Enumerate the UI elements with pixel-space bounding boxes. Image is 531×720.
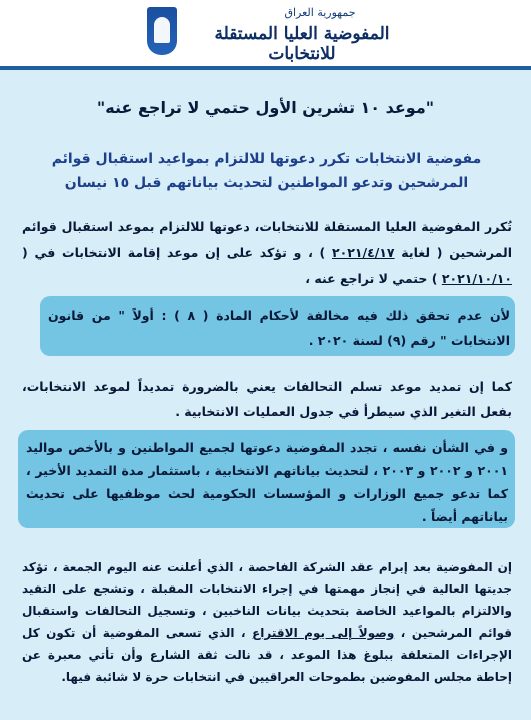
paragraph-1-part-c: ) حتمي لا تراجع عنه ،	[305, 271, 442, 286]
paragraph-1-part-a: تُكرر المفوضية العليا المستقلة للانتخابات، دعوتها للالتزام بموعد استقبال قوائم المرشحين ( لغاية	[22, 219, 512, 260]
voting-day-phrase: وصولاً إلى يوم الاقتراع	[252, 626, 395, 640]
paragraph-5	[22, 556, 512, 688]
paragraph-1-part-b: ) ، و تؤكد على إن موعد إقامة الانتخابات في (	[22, 245, 333, 260]
logo-subtitle: جمهورية العراق	[284, 6, 356, 19]
paragraph-3: كما إن تمديد موعد تسلم التحالفات يعني بالضرورة تمديداً لموعد الانتخابات، بفعل التغير الذي سيطرأ في جدول العمليات الانتخابية .	[22, 379, 512, 419]
logo-title: المفوضية العليا المستقلة للانتخابات	[214, 24, 390, 64]
header-divider	[0, 66, 531, 70]
paragraph-5-part-a: إن المفوضية بعد إبرام عقد الشركة الفاحصة ، الذي أعلنت عنه اليوم الجمعة ، تؤكد جديتها العالية في إنجاز مهمتها في إجراء الانتخابات المقبلة ، وتشجع على التقيد والالتزام بالمواعيد الخاصة بتحديث بيانات الناخبين ، وتسجيل التحالفات واستقبال قوائم المرشحين ،	[22, 560, 513, 640]
candidate-deadline-date: ٢٠٢١/٤/١٧	[332, 245, 395, 260]
paragraph-1	[22, 214, 512, 292]
subheading: مفوضية الانتخابات تكرر دعوتها للالتزام بمواعيد استقبال قوائم المرشحين وتدعو المواطنين لتحديث بياناتهم قبل ١٥ نيسان	[51, 151, 482, 191]
election-date: ٢٠٢١/١٠/١٠	[441, 271, 512, 286]
paragraph-2: لأن عدم تحقق ذلك فيه مخالفة لأحكام المادة ( ٨ ) : أولاً " من قانون الانتخابات " رقم (٩) لسنة ٢٠٢٠ .	[48, 308, 511, 348]
paragraph-4: و في الشأن نفسه ، تجدد المفوضية دعوتها لجميع المواطنين و بالأخص مواليد ٢٠٠١ و ٢٠٠٢ و ٢٠٠٣ ، لتحديث بياناتهم الانتخابية ، باستثمار مدة التمديد الأخير ، كما تدعو جميع الوزارات و المؤسسات الحكومية لحث موظفيها على تحديث بياناتهم أيضاً .	[26, 440, 508, 524]
header-bar	[0, 0, 531, 70]
paragraph-5-part-b: ، الذي تسعى المفوضية أن تكون كل الإجراءات المتعلقة ببلوغ هذا الموعد ، قد نالت ثقة الشارع وأن تأتي معبرة عن إحاطة مجلس المفوضين بطموحات العراقيين في انتخابات حرة لا شائبة فيها.	[22, 626, 512, 684]
headline-quote: "موعد ١٠ تشرين الأول حتمي لا تراجع عنه"	[96, 98, 435, 117]
commission-emblem-icon	[147, 7, 177, 55]
